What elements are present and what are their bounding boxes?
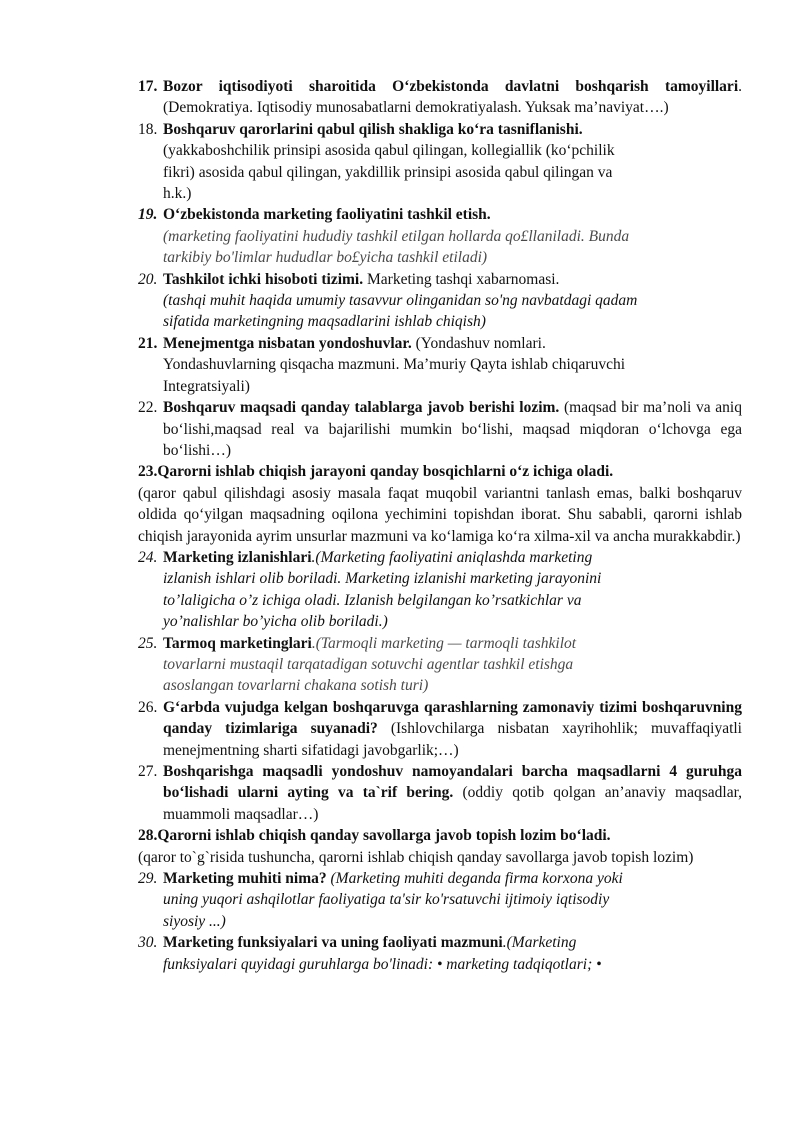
list-item bbox=[138, 397, 742, 461]
list-item bbox=[138, 825, 742, 868]
item-number: 28. bbox=[138, 827, 158, 845]
item-number: 19. bbox=[138, 206, 158, 224]
item-answer: (Yondashuv nomlari. bbox=[411, 334, 546, 352]
list-item bbox=[138, 633, 742, 697]
item-number: 24. bbox=[138, 548, 158, 566]
item-number: 23. bbox=[138, 463, 158, 481]
item-title: Boshqaruv qarorlarini qabul qilish shakliga ko‘ra tasniflanishi. bbox=[163, 120, 583, 138]
item-answer-line: Integratsiyali) bbox=[163, 377, 250, 395]
item-answer-line: tarkibiy bo'limlar hududlar bo£yicha tashkil etiladi) bbox=[163, 249, 488, 267]
item-answer-line: siyosiy ...) bbox=[163, 912, 226, 930]
list-item bbox=[138, 761, 742, 825]
item-answer-line: fikri) asosida qabul qilingan, yakdillik prinsipi asosida qabul qilingan va bbox=[163, 163, 613, 181]
item-answer-line: yo’nalishlar bo’yicha olib boriladi.) bbox=[163, 613, 388, 631]
item-title: O‘zbekistonda marketing faoliyatini tashkil etish. bbox=[163, 206, 491, 224]
item-number: 30. bbox=[138, 934, 158, 952]
item-title: Marketing funksiyalari va uning faoliyati mazmuni bbox=[163, 934, 503, 952]
item-answer: (oddiy qotib qolgan an’anaviy maqsadlar, muammoli maqsadlar…) bbox=[163, 784, 742, 823]
list-item bbox=[138, 333, 742, 397]
list-item bbox=[138, 932, 742, 975]
item-title: Boshqarishga maqsadli yondoshuv namoyandalari barcha maqsadlarni 4 guruhga bo‘lishadi ularni ayting va ta`rif bering. bbox=[163, 763, 742, 802]
question-list bbox=[138, 76, 742, 975]
item-title: Bozor iqtisodiyoti sharoitida O‘zbekistonda davlatni boshqarish tamoyillari bbox=[163, 78, 739, 95]
item-answer-line: (tashqi muhit haqida umumiy tasavvur olinganidan so'ng navbatdagi qadam bbox=[163, 292, 638, 310]
list-item bbox=[138, 119, 742, 205]
item-answer-line: Yondashuvlarning qisqacha mazmuni. Ma’muriy Qayta ishlab chiqaruvchi bbox=[163, 356, 626, 374]
list-item bbox=[138, 868, 742, 932]
item-title: Tarmoq marketinglari bbox=[163, 634, 312, 652]
item-answer-line: h.k.) bbox=[163, 185, 192, 203]
item-title: Menejmentga nisbatan yondoshuvlar. bbox=[163, 334, 412, 352]
list-item bbox=[138, 697, 742, 761]
item-answer: (qaror to`g`risida tushuncha, qarorni ishlab chiqish qanday savollarga javob topish lozim) bbox=[138, 848, 694, 866]
list-item bbox=[138, 204, 742, 268]
item-answer: (Ishlovchilarga nisbatan xayrihohlik; muvaffaqiyatli menejmentning sharti sifatidagi javobgarlik;…) bbox=[163, 720, 742, 759]
item-answer-line: to’laligicha o’z ichiga oladi. Izlanish belgilangan ko’rsatkichlar va bbox=[163, 591, 582, 609]
item-answer: (maqsad bir ma’noli va aniq bo‘lishi,maqsad real va bajarilishi mumkin bo‘lishi, maqsad miqdoran o‘lchovga ega bo‘lishi…) bbox=[163, 399, 742, 459]
item-number: 27. bbox=[138, 763, 158, 780]
item-answer: .(Tarmoqli marketing — tarmoqli tashkilot bbox=[311, 634, 577, 652]
item-number: 21. bbox=[138, 334, 158, 352]
item-answer: (Marketing muhiti deganda firma korxona yoki bbox=[326, 870, 623, 888]
item-answer: . (Demokratiya. Iqtisodiy munosabatlarni demokratiyalash. Yuksak ma’naviyat….) bbox=[163, 78, 742, 117]
item-answer: .(Marketing bbox=[502, 934, 577, 952]
item-subtitle: Marketing tashqi xabarnomasi. bbox=[363, 270, 560, 288]
item-heading bbox=[138, 825, 742, 846]
item-title: Qarorni ishlab chiqish jarayoni qanday bosqichlarni o‘z ichiga oladi. bbox=[157, 463, 614, 481]
item-number: 25. bbox=[138, 634, 158, 652]
item-answer: (qaror qabul qilishdagi asosiy masala faqat muqobil variantni tanlash emas, balki boshqaruv oldida qo‘yilgan maqsadning oqilona yechimini topishdan iborat. Shu sababli, qarorni ishlab chiqish jarayonida ayrim unsurlar mazmuni va ko‘lamiga ko‘ra xilma-xil va ancha murakkabdir.) bbox=[138, 484, 742, 545]
item-answer-line: (marketing faoliyatini hududiy tashkil etilgan hollarda qo£llaniladi. Bunda bbox=[163, 227, 630, 245]
list-item bbox=[138, 76, 742, 119]
item-number: 29. bbox=[138, 870, 158, 888]
item-answer-line: izlanish ishlari olib boriladi. Marketing izlanishi marketing jarayonini bbox=[163, 570, 602, 588]
item-answer-line: sifatida marketingning maqsadlarini ishlab chiqish) bbox=[163, 313, 486, 331]
item-title: Marketing izlanishlari bbox=[163, 548, 312, 566]
item-heading bbox=[138, 461, 742, 482]
item-answer-line: uning yuqori ashqilotlar faoliyatiga ta'sir ko'rsatuvchi ijtimoiy iqtisodiy bbox=[163, 891, 610, 909]
list-item bbox=[138, 461, 742, 547]
item-title: Marketing muhiti nima? bbox=[163, 870, 327, 888]
item-title: Boshqaruv maqsadi qanday talablarga javob berishi lozim. bbox=[163, 399, 560, 417]
item-number: 26. bbox=[138, 698, 158, 716]
list-item bbox=[138, 547, 742, 633]
item-number: 18. bbox=[138, 120, 158, 138]
item-answer-line: (yakkaboshchilik prinsipi asosida qabul qilingan, kollegiallik (ko‘pchilik bbox=[163, 142, 615, 160]
item-number: 22. bbox=[138, 399, 158, 417]
list-item bbox=[138, 269, 742, 333]
item-answer-line: asoslangan tovarlarni chakana sotish turi) bbox=[163, 677, 429, 695]
item-answer-line: tovarlarni mustaqil tarqatadigan sotuvchi agentlar tashkil etishga bbox=[163, 655, 574, 673]
item-number: 20. bbox=[138, 270, 158, 288]
item-title: Qarorni ishlab chiqish qanday savollarga javob topish lozim bo‘ladi. bbox=[157, 827, 611, 845]
item-title: G‘arbda vujudga kelgan boshqaruvga qarashlarning zamonaviy tizimi boshqaruvning qanday tizimlariga suyanadi? bbox=[163, 698, 742, 738]
item-number: 17. bbox=[138, 78, 158, 95]
item-answer: .(Marketing faoliyatini aniqlashda marketing bbox=[311, 548, 593, 566]
item-answer-line: funksiyalari quyidagi guruhlarga bo'linadi: • marketing tadqiqotlari; • bbox=[163, 955, 602, 973]
item-title: Tashkilot ichki hisoboti tizimi. bbox=[163, 270, 364, 288]
